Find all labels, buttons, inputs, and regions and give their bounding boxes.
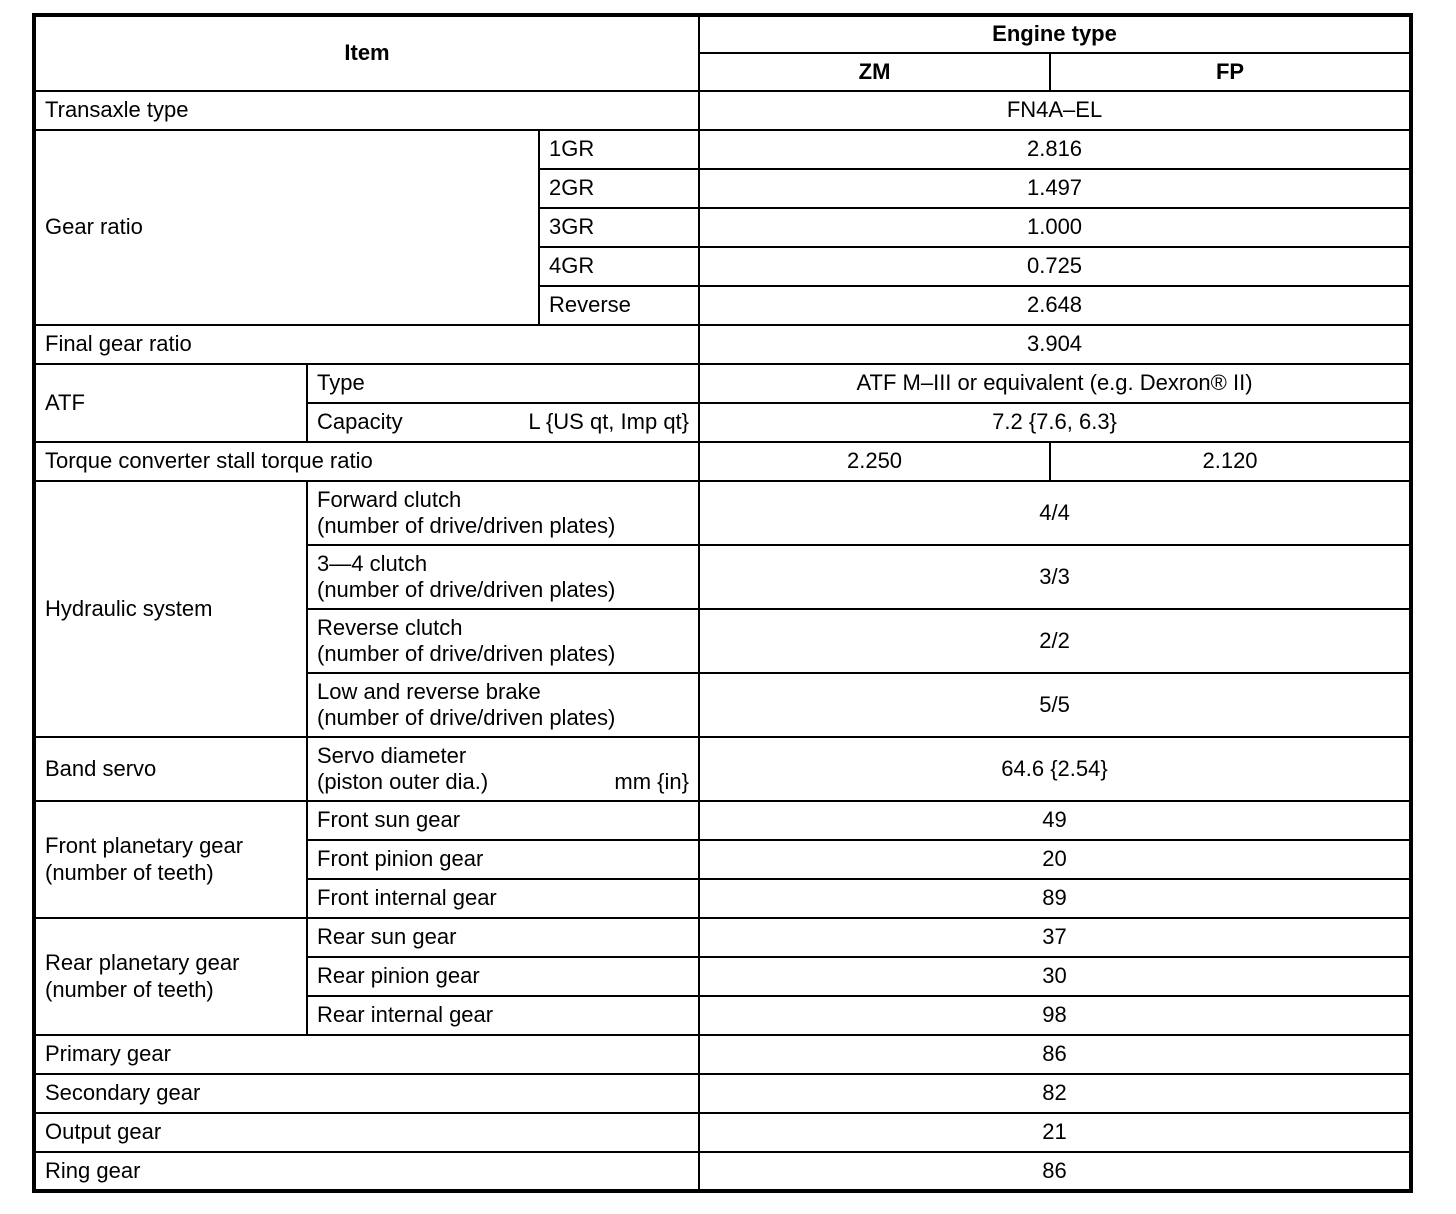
- gear-ratio-label: Gear ratio: [34, 130, 539, 325]
- reverse-clutch-label: [307, 609, 699, 673]
- engine-type-column-header: Engine type: [699, 15, 1411, 53]
- stall-torque-zm-value: 2.250: [699, 442, 1050, 481]
- front-planetary-line1: Front planetary gear: [45, 833, 244, 859]
- transaxle-specifications-table: [32, 13, 1413, 1193]
- table-row: [34, 1113, 1411, 1152]
- front-sun-gear-value: 49: [699, 801, 1411, 840]
- servo-diameter-line1: Servo diameter: [317, 742, 467, 768]
- atf-type-value: ATF M–III or equivalent (e.g. Dexron® II): [699, 364, 1411, 403]
- table-row: [34, 325, 1411, 364]
- final-gear-ratio-value: 3.904: [699, 325, 1411, 364]
- low-reverse-brake-line1: Low and reverse brake: [317, 678, 541, 704]
- atf-capacity-label-cell: [307, 403, 699, 442]
- low-reverse-brake-value: 5/5: [699, 673, 1411, 737]
- engine-zm-header: ZM: [699, 53, 1050, 91]
- rear-planetary-label: [34, 918, 307, 1035]
- hydraulic-system-label: Hydraulic system: [34, 481, 307, 737]
- gear-ratio-4gr-label: 4GR: [539, 247, 699, 286]
- rear-sun-gear-label: Rear sun gear: [307, 918, 699, 957]
- atf-type-label: Type: [307, 364, 699, 403]
- table-row: [34, 1035, 1411, 1074]
- output-gear-label: Output gear: [34, 1113, 699, 1152]
- three-four-clutch-label: [307, 545, 699, 609]
- servo-diameter-line2: (piston outer dia.): [317, 769, 489, 794]
- three-four-clutch-line1: 3—4 clutch: [317, 550, 428, 576]
- rear-planetary-line1: Rear planetary gear: [45, 950, 240, 976]
- rear-pinion-gear-value: 30: [699, 957, 1411, 996]
- item-column-header: Item: [34, 15, 699, 91]
- table-row: [34, 91, 1411, 130]
- front-sun-gear-label: Front sun gear: [307, 801, 699, 840]
- front-pinion-gear-label: Front pinion gear: [307, 840, 699, 879]
- secondary-gear-value: 82: [699, 1074, 1411, 1113]
- table-row: [34, 918, 1411, 957]
- table-row: [34, 737, 1411, 801]
- rear-internal-gear-label: Rear internal gear: [307, 996, 699, 1035]
- low-reverse-brake-label: [307, 673, 699, 737]
- servo-diameter-label: [307, 737, 699, 801]
- table-row: [34, 481, 1411, 545]
- transaxle-type-value: FN4A–EL: [699, 91, 1411, 130]
- low-reverse-brake-line2: (number of drive/driven plates): [317, 705, 616, 730]
- servo-diameter-value: 64.6 {2.54}: [699, 737, 1411, 801]
- reverse-clutch-line2: (number of drive/driven plates): [317, 641, 616, 666]
- table-row: [34, 364, 1411, 403]
- table-row: [34, 442, 1411, 481]
- forward-clutch-label: [307, 481, 699, 545]
- forward-clutch-line2: (number of drive/driven plates): [317, 513, 616, 538]
- ring-gear-label: Ring gear: [34, 1152, 699, 1191]
- rear-planetary-line2: (number of teeth): [45, 976, 214, 1002]
- secondary-gear-label: Secondary gear: [34, 1074, 699, 1113]
- ring-gear-value: 86: [699, 1152, 1411, 1191]
- gear-ratio-2gr-label: 2GR: [539, 169, 699, 208]
- gear-ratio-reverse-value: 2.648: [699, 286, 1411, 325]
- forward-clutch-line1: Forward clutch: [317, 486, 462, 512]
- band-servo-label: Band servo: [34, 737, 307, 801]
- final-gear-ratio-label: Final gear ratio: [34, 325, 699, 364]
- table-header-row: [34, 15, 1411, 53]
- servo-diameter-unit: mm {in}: [614, 769, 690, 794]
- reverse-clutch-value: 2/2: [699, 609, 1411, 673]
- rear-pinion-gear-label: Rear pinion gear: [307, 957, 699, 996]
- forward-clutch-value: 4/4: [699, 481, 1411, 545]
- engine-fp-header: FP: [1050, 53, 1411, 91]
- table-row: [34, 1152, 1411, 1191]
- reverse-clutch-line1: Reverse clutch: [317, 614, 463, 640]
- front-internal-gear-value: 89: [699, 879, 1411, 918]
- three-four-clutch-value: 3/3: [699, 545, 1411, 609]
- stall-torque-label: Torque converter stall torque ratio: [34, 442, 699, 481]
- gear-ratio-3gr-label: 3GR: [539, 208, 699, 247]
- gear-ratio-1gr-label: 1GR: [539, 130, 699, 169]
- gear-ratio-3gr-value: 1.000: [699, 208, 1411, 247]
- table-row: [34, 801, 1411, 840]
- front-planetary-line2: (number of teeth): [45, 859, 214, 885]
- table-row: [34, 130, 1411, 169]
- output-gear-value: 21: [699, 1113, 1411, 1152]
- primary-gear-label: Primary gear: [34, 1035, 699, 1074]
- transaxle-type-label: Transaxle type: [34, 91, 699, 130]
- atf-capacity-unit: L {US qt, Imp qt}: [528, 409, 690, 435]
- gear-ratio-1gr-value: 2.816: [699, 130, 1411, 169]
- gear-ratio-reverse-label: Reverse: [539, 286, 699, 325]
- primary-gear-value: 86: [699, 1035, 1411, 1074]
- atf-label: ATF: [34, 364, 307, 442]
- front-pinion-gear-value: 20: [699, 840, 1411, 879]
- atf-capacity-value: 7.2 {7.6, 6.3}: [699, 403, 1411, 442]
- atf-capacity-label: Capacity: [317, 409, 403, 435]
- stall-torque-fp-value: 2.120: [1050, 442, 1411, 481]
- three-four-clutch-line2: (number of drive/driven plates): [317, 577, 616, 602]
- gear-ratio-2gr-value: 1.497: [699, 169, 1411, 208]
- table-row: [34, 1074, 1411, 1113]
- rear-internal-gear-value: 98: [699, 996, 1411, 1035]
- front-planetary-label: [34, 801, 307, 918]
- rear-sun-gear-value: 37: [699, 918, 1411, 957]
- gear-ratio-4gr-value: 0.725: [699, 247, 1411, 286]
- front-internal-gear-label: Front internal gear: [307, 879, 699, 918]
